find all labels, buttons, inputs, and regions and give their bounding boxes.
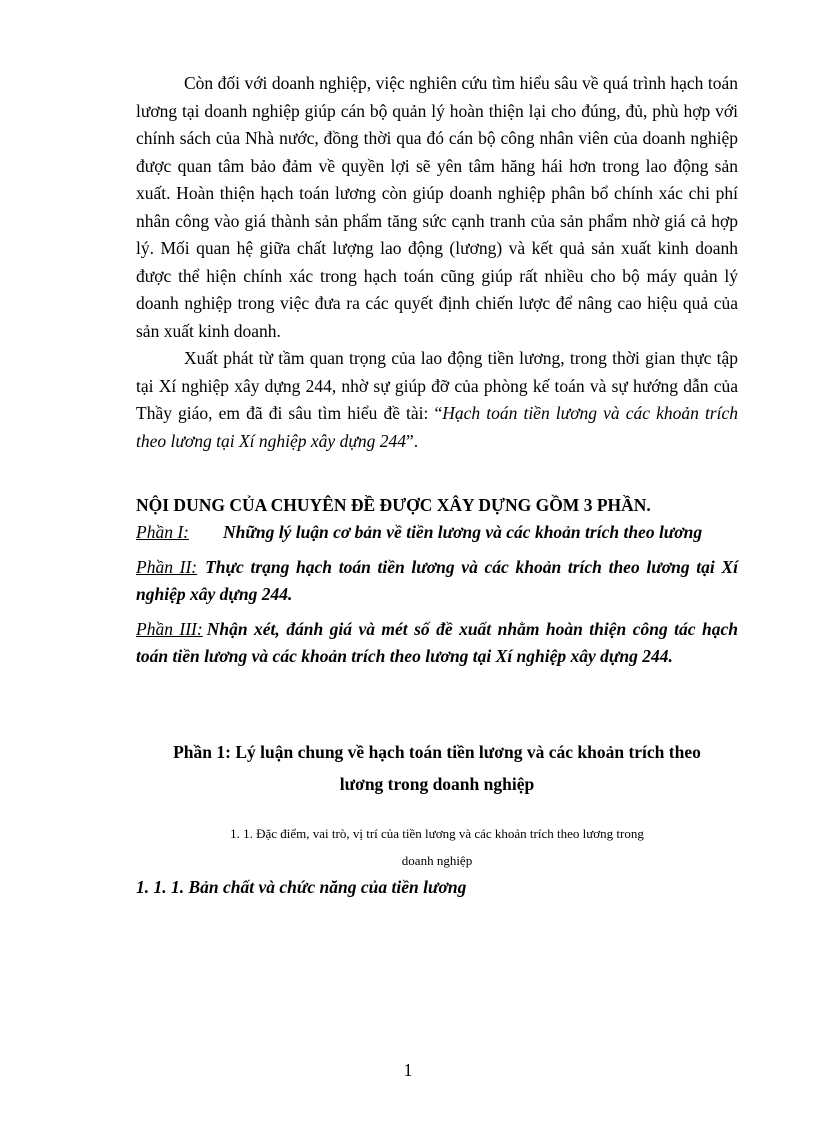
page-number: 1 xyxy=(403,1060,413,1080)
subsection-title-line-1: 1. 1. Đặc điểm, vai trò, vị trí của tiền lương và các khoản trích theo lương trong xyxy=(230,826,644,841)
subsubsection-title: 1. 1. 1. Bản chất và chức năng của tiền lương xyxy=(136,877,467,897)
subsection-title xyxy=(136,820,738,874)
outline-part-1 xyxy=(136,519,738,546)
outline-part-1-label: Phần I: xyxy=(136,522,189,542)
section-title xyxy=(136,736,738,800)
outline-heading: NỘI DUNG CỦA CHUYÊN ĐỀ ĐƯỢC XÂY DỰNG GỒM 3 PHẦN. xyxy=(136,495,651,515)
topic-title: Hạch toán tiền lương và các khoản trích theo lương tại Xí nghiệp xây dựng 244 xyxy=(136,403,738,451)
outline-part-3-text: Nhận xét, đánh giá và mét số đề xuất nhằm hoàn thiện công tác hạch toán tiền lương và các khoản trích theo lương tại Xí nghiệp xây dựng 244. xyxy=(136,619,738,666)
topic-paragraph xyxy=(136,345,738,455)
topic-paragraph-tail: ”. xyxy=(406,430,419,451)
outline-part-2-label: Phần II: xyxy=(136,557,198,577)
topic-paragraph-lead: Xuất phát từ tầm quan trọng của lao động tiền lương, trong thời gian thực tập tại Xí nghiệp xây dựng 244, nhờ sự giúp đỡ của phòng kế toán và sự hướng dẫn của Thầy giáo, em đã đi sâu tìm hiểu đề tài: “ xyxy=(136,348,738,423)
section-title-line-1: Phần 1: Lý luận chung về hạch toán tiền lương và các khoản trích theo xyxy=(173,742,701,762)
outline-part-3 xyxy=(136,616,738,670)
subsection-title-line-2: doanh nghiệp xyxy=(401,853,473,868)
intro-paragraph: Còn đối với doanh nghiệp, việc nghiên cứu tìm hiểu sâu về quá trình hạch toán lương tại doanh nghiệp giúp cán bộ quản lý hoàn thiện lại cho đúng, đủ, phù hợp với chính sách của Nhà nước, đồng thời qua đó cán bộ công nhân viên của doanh nghiệp được quan tâm bảo đảm về quyền lợi sẽ yên tâm hăng hái hơn trong lao động sản xuất. Hoàn thiện hạch toán lương còn giúp doanh nghiệp phân bổ chính xác chi phí nhân công vào giá thành sản phẩm tăng sức cạnh tranh của sản phẩm nhờ giá cả hợp lý. Mối quan hệ giữa chất lượng lao động (lương) và kết quả sản xuất kinh doanh được thể hiện chính xác trong hạch toán cũng giúp rất nhiều cho bộ máy quản lý doanh nghiệp trong việc đưa ra các quyết định chiến lược để nâng cao hiệu quả của sản xuất kinh doanh. xyxy=(136,73,738,341)
outline-part-2 xyxy=(136,554,738,608)
outline-part-2-text: Thực trạng hạch toán tiền lương và các khoản trích theo lương tại Xí nghiệp xây dựng 244. xyxy=(136,557,738,604)
outline-part-1-text: Những lý luận cơ bản về tiền lương và các khoản trích theo lương xyxy=(222,522,703,542)
outline-part-3-label: Phần III: xyxy=(136,619,203,639)
section-title-line-2: lương trong doanh nghiệp xyxy=(339,774,535,794)
